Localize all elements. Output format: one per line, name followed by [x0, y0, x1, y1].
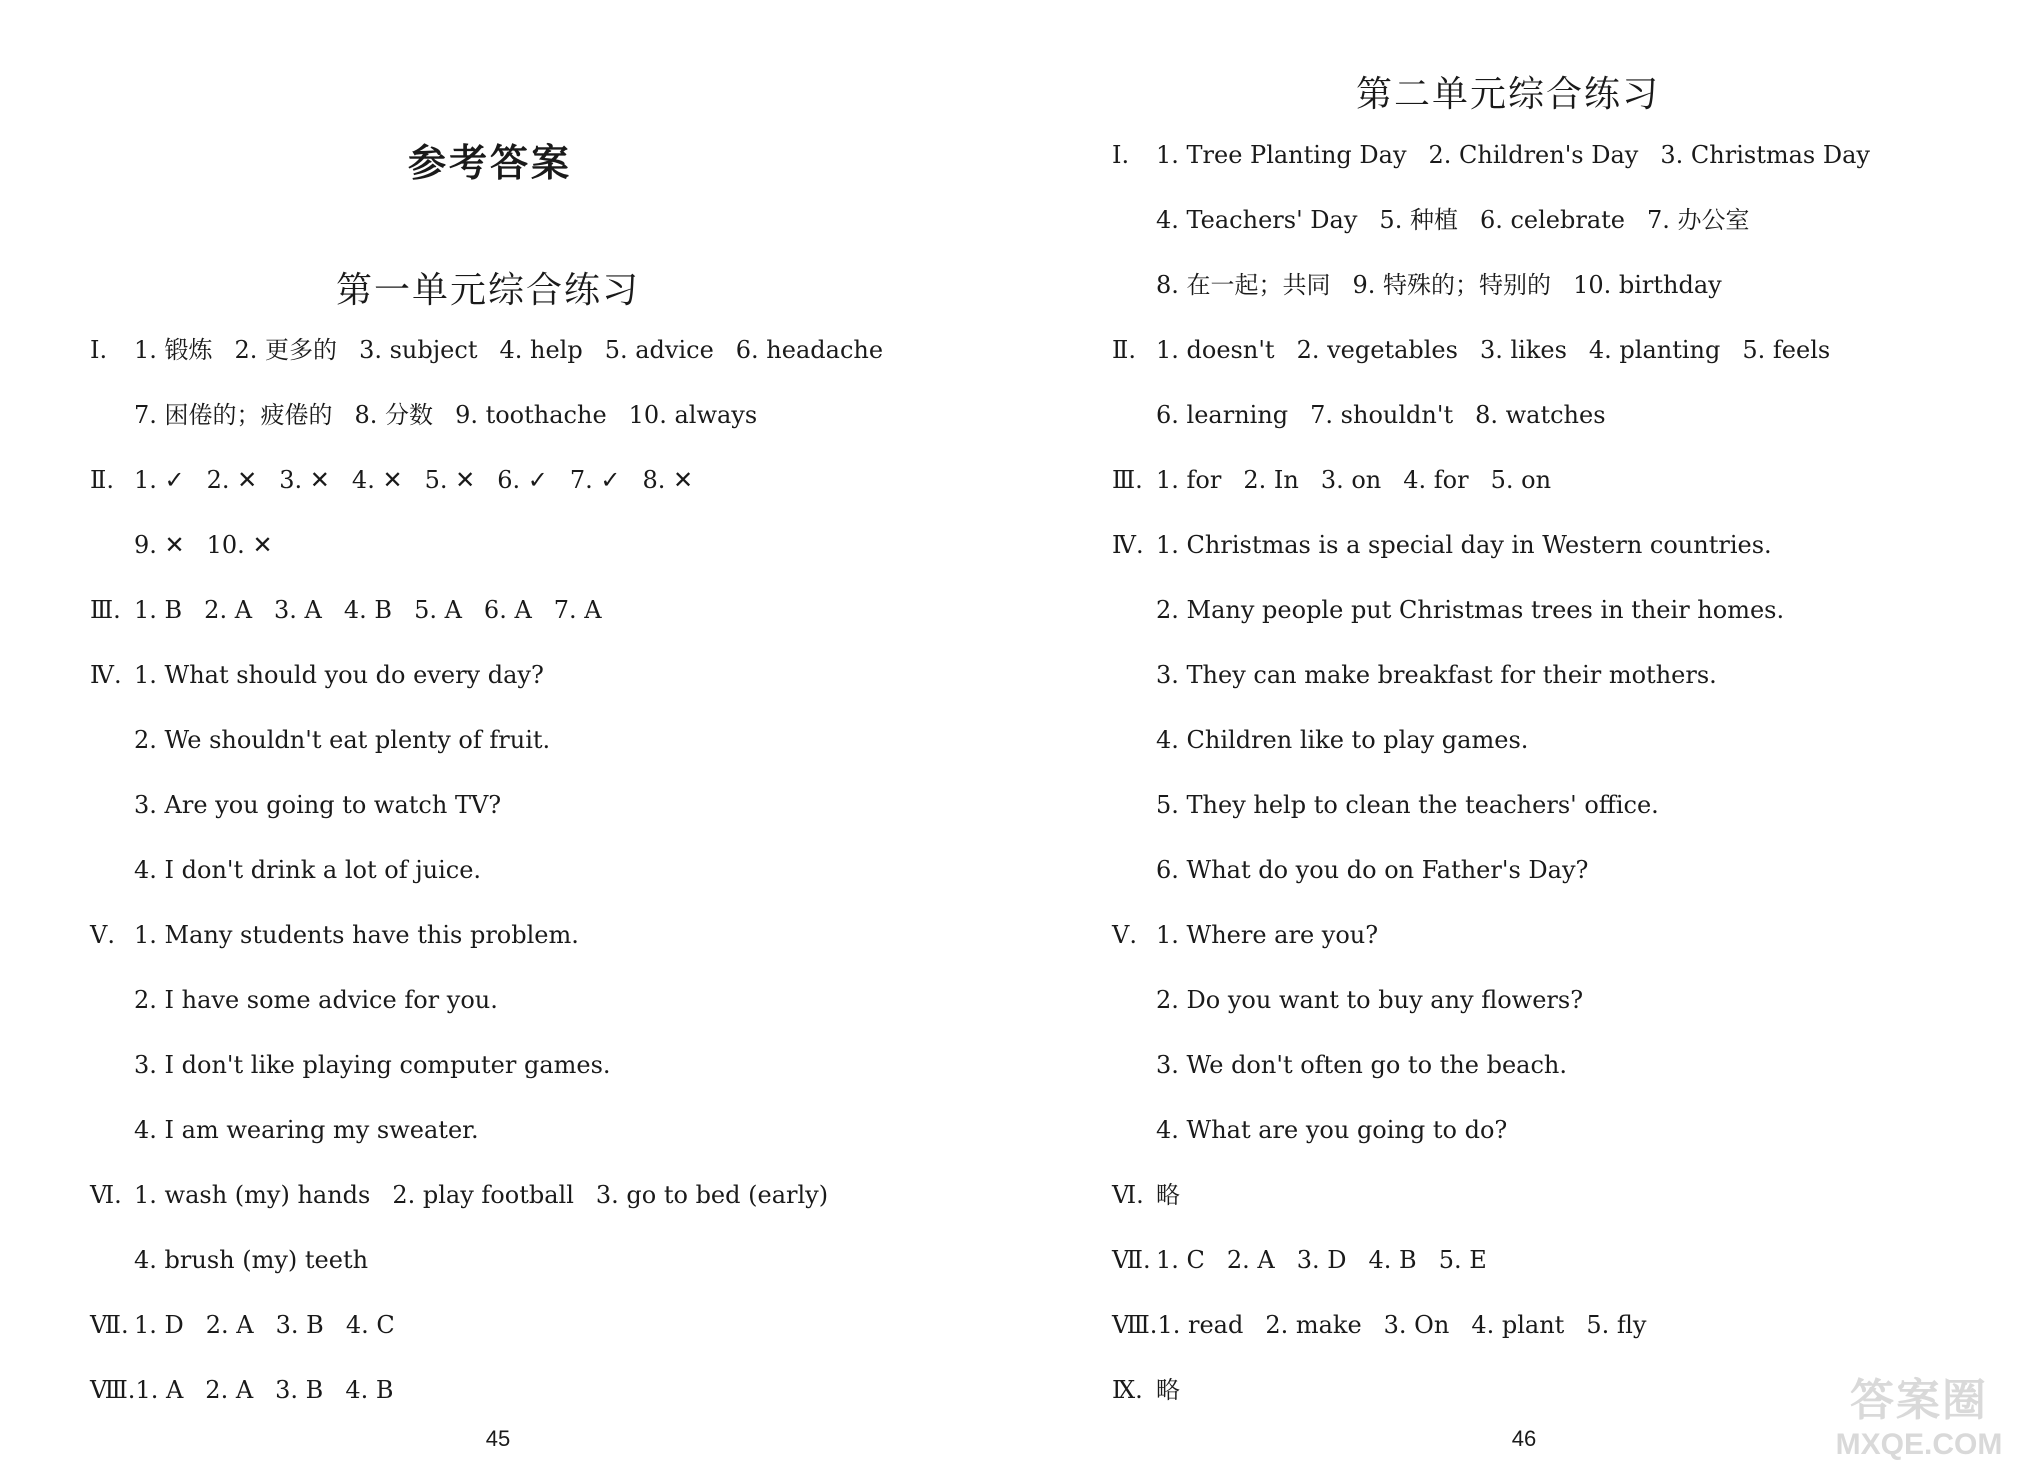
- section-numeral: Ⅳ.: [90, 661, 122, 689]
- answer-item: 2. A: [204, 596, 253, 624]
- answer-line: [134, 1050, 633, 1080]
- answer-item: 2. A: [205, 1376, 254, 1404]
- answer-item: 8. 分数: [354, 401, 434, 429]
- answer-item: 4. Teachers' Day: [1156, 206, 1358, 234]
- section-numeral: Ⅶ.: [90, 1311, 129, 1339]
- answer-item: 1. 锻炼: [134, 336, 213, 364]
- answer-item: 4. help: [499, 336, 583, 364]
- answer-item: 1. A: [135, 1376, 184, 1404]
- answer-item: 2. Children's Day: [1428, 141, 1639, 169]
- answer-item: 7. shouldn't: [1310, 401, 1454, 429]
- answer-item: 5. fly: [1586, 1311, 1647, 1339]
- answer-item: 2. Many people put Christmas trees in their homes.: [1156, 596, 1785, 624]
- answer-item: 4. B: [1368, 1246, 1417, 1274]
- page-number-45: 45: [485, 1426, 511, 1451]
- answer-item: 6. A: [483, 596, 532, 624]
- answer-item: 2. vegetables: [1296, 336, 1458, 364]
- section-numeral: Ⅵ.: [90, 1181, 122, 1209]
- section-numeral: Ⅰ.: [1112, 141, 1130, 169]
- answer-line: [90, 1180, 850, 1210]
- answer-item: 1. B: [134, 596, 183, 624]
- answer-item: 2. 更多的: [234, 336, 338, 364]
- watermark-logo-text: 答案圈: [1850, 1376, 1988, 1425]
- answer-item: 3. On: [1383, 1311, 1450, 1339]
- section-numeral: Ⅴ.: [90, 921, 115, 949]
- answer-line: [134, 790, 523, 820]
- watermark-domain: MXQE.COM: [1835, 1428, 2003, 1461]
- section-numeral: Ⅸ.: [1112, 1376, 1143, 1404]
- answer-line: [1112, 530, 1794, 560]
- answer-item: 4. B: [343, 596, 393, 624]
- answer-line: [90, 660, 566, 690]
- answer-item: 3. B: [275, 1311, 324, 1339]
- answer-item: 4. planting: [1588, 336, 1721, 364]
- answer-line: [1156, 205, 1772, 235]
- answer-item: 6. ✓: [497, 466, 548, 494]
- answer-line: [1156, 660, 1739, 690]
- answer-item: 5. on: [1490, 466, 1552, 494]
- answer-line: [1112, 1245, 1509, 1275]
- answer-item: 6. What do you do on Father's Day?: [1156, 856, 1589, 884]
- answer-item: 1. C: [1156, 1246, 1205, 1274]
- unit-1-section-title: 第一单元综合练习: [335, 270, 641, 311]
- answer-line: [134, 725, 572, 755]
- answer-item: 1. doesn't: [1156, 336, 1275, 364]
- answer-item: 1. wash (my) hands: [134, 1181, 371, 1209]
- answer-item: 4. for: [1403, 466, 1469, 494]
- answer-item: 3. go to bed (early): [595, 1181, 829, 1209]
- answer-line: [1112, 335, 1852, 365]
- answer-item: 3. A: [274, 596, 322, 624]
- answer-item: 2. ✕: [206, 466, 258, 494]
- answer-item: 7. A: [553, 596, 602, 624]
- site-watermark-logo: [1829, 1364, 2009, 1474]
- answer-line: [1112, 920, 1400, 950]
- answer-item: 2. I have some advice for you.: [134, 986, 498, 1014]
- answer-item: 4. B: [345, 1376, 394, 1404]
- answer-line: [134, 1245, 390, 1275]
- answer-line: [1156, 790, 1681, 820]
- answer-line: [134, 1115, 501, 1145]
- answer-item: 4. What are you going to do?: [1156, 1116, 1508, 1144]
- answer-item: 2. A: [1226, 1246, 1275, 1274]
- answer-item: 3. We don't often go to the beach.: [1156, 1051, 1567, 1079]
- answer-item: 1. Tree Planting Day: [1156, 141, 1407, 169]
- answer-line: [90, 920, 601, 950]
- section-numeral: Ⅳ.: [1112, 531, 1144, 559]
- answer-item: 3. ✕: [279, 466, 330, 494]
- answer-item: 1. for: [1156, 466, 1222, 494]
- answer-line: [1156, 400, 1628, 430]
- section-numeral: Ⅷ.: [1112, 1311, 1158, 1339]
- answer-item: 8. watches: [1475, 401, 1606, 429]
- answer-item: 2. Do you want to buy any flowers?: [1156, 986, 1584, 1014]
- answer-item: 3. D: [1296, 1246, 1347, 1274]
- answer-item: 3. Are you going to watch TV?: [134, 791, 502, 819]
- answer-line: [134, 855, 503, 885]
- answer-item: 6. headache: [735, 336, 884, 364]
- answer-item: 4. I am wearing my sweater.: [134, 1116, 479, 1144]
- page-number-46: 46: [1511, 1426, 1537, 1451]
- answer-item: 4. brush (my) teeth: [134, 1246, 369, 1274]
- answer-item: 3. B: [275, 1376, 324, 1404]
- answer-item: 6. celebrate: [1479, 206, 1625, 234]
- section-numeral: Ⅰ.: [90, 336, 108, 364]
- answer-item: 2. In: [1243, 466, 1299, 494]
- answer-item: 略: [1156, 1376, 1180, 1404]
- answer-item: 5. 种植: [1379, 206, 1458, 234]
- answer-item: 1. D: [134, 1311, 184, 1339]
- answer-item: 5. A: [414, 596, 462, 624]
- answer-item: 9. 特殊的；特别的: [1352, 271, 1552, 299]
- answer-line: [1112, 1310, 1668, 1340]
- answer-line: [90, 1375, 416, 1405]
- answer-item: 1. read: [1157, 1311, 1244, 1339]
- answer-line: [134, 400, 779, 430]
- answer-item: 5. advice: [604, 336, 714, 364]
- section-numeral: Ⅶ.: [1112, 1246, 1151, 1274]
- answer-line: [134, 530, 295, 560]
- answer-item: 3. Christmas Day: [1660, 141, 1870, 169]
- answer-line: [1156, 1115, 1529, 1145]
- answer-item: 2. We shouldn't eat plenty of fruit.: [134, 726, 551, 754]
- answer-item: 3. I don't like playing computer games.: [134, 1051, 611, 1079]
- section-numeral: Ⅲ.: [1112, 466, 1143, 494]
- answer-item: 3. likes: [1479, 336, 1567, 364]
- answer-line: [90, 335, 905, 365]
- answer-item: 2. A: [205, 1311, 254, 1339]
- answer-item: 7. 困倦的；疲倦的: [134, 401, 333, 429]
- answer-line: [1156, 985, 1605, 1015]
- answer-line: [1112, 1180, 1202, 1210]
- left-page: [0, 0, 1010, 1484]
- answer-line: [1112, 1375, 1202, 1405]
- answer-item: 5. They help to clean the teachers' office.: [1156, 791, 1659, 819]
- answer-item: 1. Christmas is a special day in Western countries.: [1156, 531, 1772, 559]
- answer-item: 9. toothache: [455, 401, 607, 429]
- answer-item: 6. learning: [1156, 401, 1289, 429]
- answer-item: 4. I don't drink a lot of juice.: [134, 856, 482, 884]
- answer-item: 8. ✕: [642, 466, 694, 494]
- answer-line: [134, 985, 520, 1015]
- answer-item: 5. feels: [1742, 336, 1831, 364]
- right-page: [1010, 0, 2021, 1484]
- answer-item: 4. ✕: [351, 466, 403, 494]
- answer-item: 3. subject: [359, 336, 478, 364]
- answer-item: 2. play football: [392, 1181, 574, 1209]
- unit-2-section-title: 第二单元综合练习: [1355, 74, 1661, 115]
- section-numeral: Ⅱ.: [90, 466, 114, 494]
- section-numeral: Ⅲ.: [90, 596, 121, 624]
- answer-item: 1. ✓: [134, 466, 185, 494]
- answer-item: 7. ✓: [569, 466, 621, 494]
- section-numeral: Ⅷ.: [90, 1376, 136, 1404]
- answer-item: 4. Children like to play games.: [1156, 726, 1529, 754]
- answer-key-title: 参考答案: [407, 140, 573, 185]
- answer-item: 7. 办公室: [1647, 206, 1750, 234]
- answer-item: 2. make: [1265, 1311, 1362, 1339]
- answer-item: 5. E: [1438, 1246, 1487, 1274]
- answer-item: 10. always: [628, 401, 758, 429]
- answer-line: [1112, 465, 1573, 495]
- answer-item: 4. C: [345, 1311, 395, 1339]
- answer-item: 略: [1156, 1181, 1180, 1209]
- answer-line: [90, 1310, 417, 1340]
- answer-item: 9. ✕: [134, 531, 185, 559]
- answer-item: 1. Many students have this problem.: [134, 921, 579, 949]
- answer-line: [1156, 855, 1610, 885]
- answer-line: [90, 465, 715, 495]
- answer-item: 3. They can make breakfast for their mothers.: [1156, 661, 1717, 689]
- answer-line: [1156, 725, 1550, 755]
- answer-line: [1156, 595, 1806, 625]
- section-numeral: Ⅱ.: [1112, 336, 1136, 364]
- answer-item: 4. plant: [1471, 1311, 1565, 1339]
- answer-line: [90, 595, 624, 625]
- answer-line: [1112, 140, 1892, 170]
- answer-item: 3. on: [1320, 466, 1382, 494]
- section-numeral: Ⅴ.: [1112, 921, 1137, 949]
- answer-item: 10. birthday: [1573, 271, 1722, 299]
- answer-item: 5. ✕: [424, 466, 476, 494]
- answer-line: [1156, 1050, 1589, 1080]
- answer-item: 10. ✕: [206, 531, 273, 559]
- section-numeral: Ⅵ.: [1112, 1181, 1144, 1209]
- answer-item: 8. 在一起；共同: [1156, 271, 1331, 299]
- answer-line: [1156, 270, 1744, 300]
- answer-item: 1. What should you do every day?: [134, 661, 544, 689]
- answer-item: 1. Where are you?: [1156, 921, 1379, 949]
